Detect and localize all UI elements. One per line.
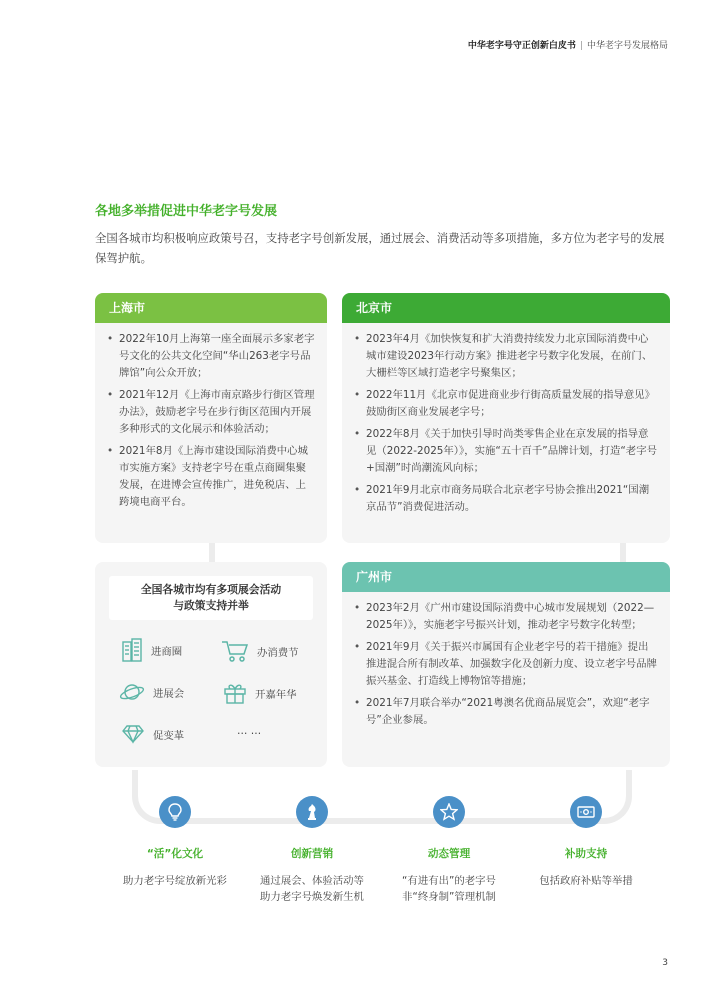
shanghai-card-title: 上海市 bbox=[95, 293, 327, 323]
diamond-icon bbox=[121, 724, 145, 744]
summary-card bbox=[95, 562, 327, 767]
ellipsis-label: … … bbox=[237, 725, 262, 737]
summary-title-line-1: 全国各城市均有多项展会活动 bbox=[140, 583, 282, 596]
beijing-card-title: 北京市 bbox=[342, 293, 670, 323]
feature-reform bbox=[121, 724, 184, 744]
pillar-4-desc bbox=[521, 873, 651, 889]
feature-label: 开嘉年华 bbox=[255, 688, 297, 701]
list-item: • 2021年9月北京市商务局联合北京老字号协会推出2021“国潮京品节”消费促进活动。 bbox=[354, 482, 658, 516]
pillar-2-title: 创新营销 bbox=[290, 848, 334, 860]
feature-label: 进商圈 bbox=[151, 645, 183, 658]
banknote-icon bbox=[577, 805, 595, 819]
feature-consumption-festival bbox=[221, 640, 299, 662]
page-header bbox=[468, 38, 668, 51]
list-item: • 2021年9月《关于振兴市属国有企业老字号的若干措施》提出推进混合所有制改革、加强数字化及创新力度、设立老字号品牌振兴基金、打造线上博物馆等措施； bbox=[354, 639, 658, 690]
feature-commercial-district bbox=[121, 638, 182, 662]
pillar-2-desc bbox=[247, 873, 377, 905]
planet-icon bbox=[119, 681, 145, 703]
feature-label: 办消费节 bbox=[257, 646, 299, 659]
pillar-desc-line: “有进有出”的老字号 bbox=[402, 875, 496, 887]
pillar-4-title: 补助支持 bbox=[564, 848, 608, 860]
header-title: 中华老字号守正创新白皮书 bbox=[467, 41, 576, 51]
pillar-1-circle bbox=[159, 796, 191, 828]
beijing-list bbox=[342, 323, 670, 516]
connector-line bbox=[620, 543, 626, 562]
pillar-1-title: “活”化文化 bbox=[146, 848, 204, 860]
pillar-2-circle bbox=[296, 796, 328, 828]
feature-carnival bbox=[223, 682, 297, 704]
page-number: 3 bbox=[662, 958, 668, 968]
list-item: • 2021年12月《上海市南京路步行街区管理办法》，鼓励老字号在步行街区范围内开展多种形式的文化展示和体验活动； bbox=[107, 387, 315, 438]
summary-title-line-2: 与政策支持并举 bbox=[173, 599, 249, 612]
list-item: • 2021年7月联合举办“2021粤澳名优商品展览会”，欢迎“老字号”企业参展。 bbox=[354, 695, 658, 729]
summary-title bbox=[109, 576, 313, 620]
guangzhou-card bbox=[342, 562, 670, 767]
shanghai-card bbox=[95, 293, 327, 543]
pillar-desc-line: 包括政府补贴等举措 bbox=[539, 875, 633, 887]
list-item: • 2022年11月《北京市促进商业步行街高质量发展的指导意见》鼓励街区商业发展老字号； bbox=[354, 387, 658, 421]
section-title: 各地多举措促进中华老字号发展 bbox=[95, 204, 278, 219]
pillar-3-circle bbox=[433, 796, 465, 828]
feature-label: 进展会 bbox=[153, 687, 185, 700]
guangzhou-list bbox=[342, 592, 670, 729]
lightbulb-icon bbox=[167, 803, 183, 821]
pillar-1-desc bbox=[110, 873, 240, 889]
star-icon bbox=[440, 803, 458, 821]
list-item: • 2023年2月《广州市建设国际消费中心城市发展规划（2022—2025年）》，实施老字号振兴计划，推动老字号数字化转型； bbox=[354, 600, 658, 634]
header-subtitle: 中华老字号发展格局 bbox=[586, 41, 668, 51]
pillar-desc-line: 助力老字号绽放新光彩 bbox=[123, 875, 227, 887]
list-item: • 2022年8月《关于加快引导时尚类零售企业在京发展的指导意见（2022-2025年）》，实施“五十百千”品牌计划，打造“老字号+国潮”时尚潮流风向标； bbox=[354, 426, 658, 477]
gift-icon bbox=[223, 682, 247, 704]
shanghai-list bbox=[95, 323, 327, 511]
guangzhou-card-title: 广州市 bbox=[342, 562, 670, 592]
list-item: • 2021年8月《上海市建设国际消费中心城市实施方案》支持老字号在重点商圈集聚发展，在进博会宣传推广，进免税店、上跨境电商平台。 bbox=[107, 443, 315, 511]
connector-line bbox=[209, 543, 215, 562]
pillar-3-title: 动态管理 bbox=[427, 848, 471, 860]
pillar-desc-line: 非“终身制”管理机制 bbox=[402, 891, 496, 903]
list-item: • 2022年10月上海第一座全面展示多家老字号文化的公共文化空间“华山263老字号品牌馆”向公众开放； bbox=[107, 331, 315, 382]
chess-knight-icon bbox=[305, 803, 319, 821]
connector-curve bbox=[132, 770, 632, 824]
pillar-desc-line: 通过展会、体验活动等 bbox=[260, 875, 364, 887]
pillar-4-circle bbox=[570, 796, 602, 828]
section-intro: 全国各城市均积极响应政策号召，支持老字号创新发展，通过展会、消费活动等多项措施，多方位为老字号的发展保驾护航。 bbox=[95, 231, 665, 265]
shopping-cart-icon bbox=[221, 640, 249, 662]
list-item: • 2023年4月《加快恢复和扩大消费持续发力北京国际消费中心城市建设2023年行动方案》推进老字号数字化发展，在前门、大栅栏等区域打造老字号聚集区； bbox=[354, 331, 658, 382]
pillar-3-desc bbox=[384, 873, 514, 905]
header-separator: | bbox=[579, 41, 583, 51]
beijing-card bbox=[342, 293, 670, 543]
feature-label: 促变革 bbox=[153, 729, 185, 742]
pillar-desc-line: 助力老字号焕发新生机 bbox=[260, 891, 364, 903]
feature-more bbox=[237, 725, 261, 737]
feature-exhibition bbox=[119, 681, 184, 703]
buildings-icon bbox=[121, 638, 143, 662]
